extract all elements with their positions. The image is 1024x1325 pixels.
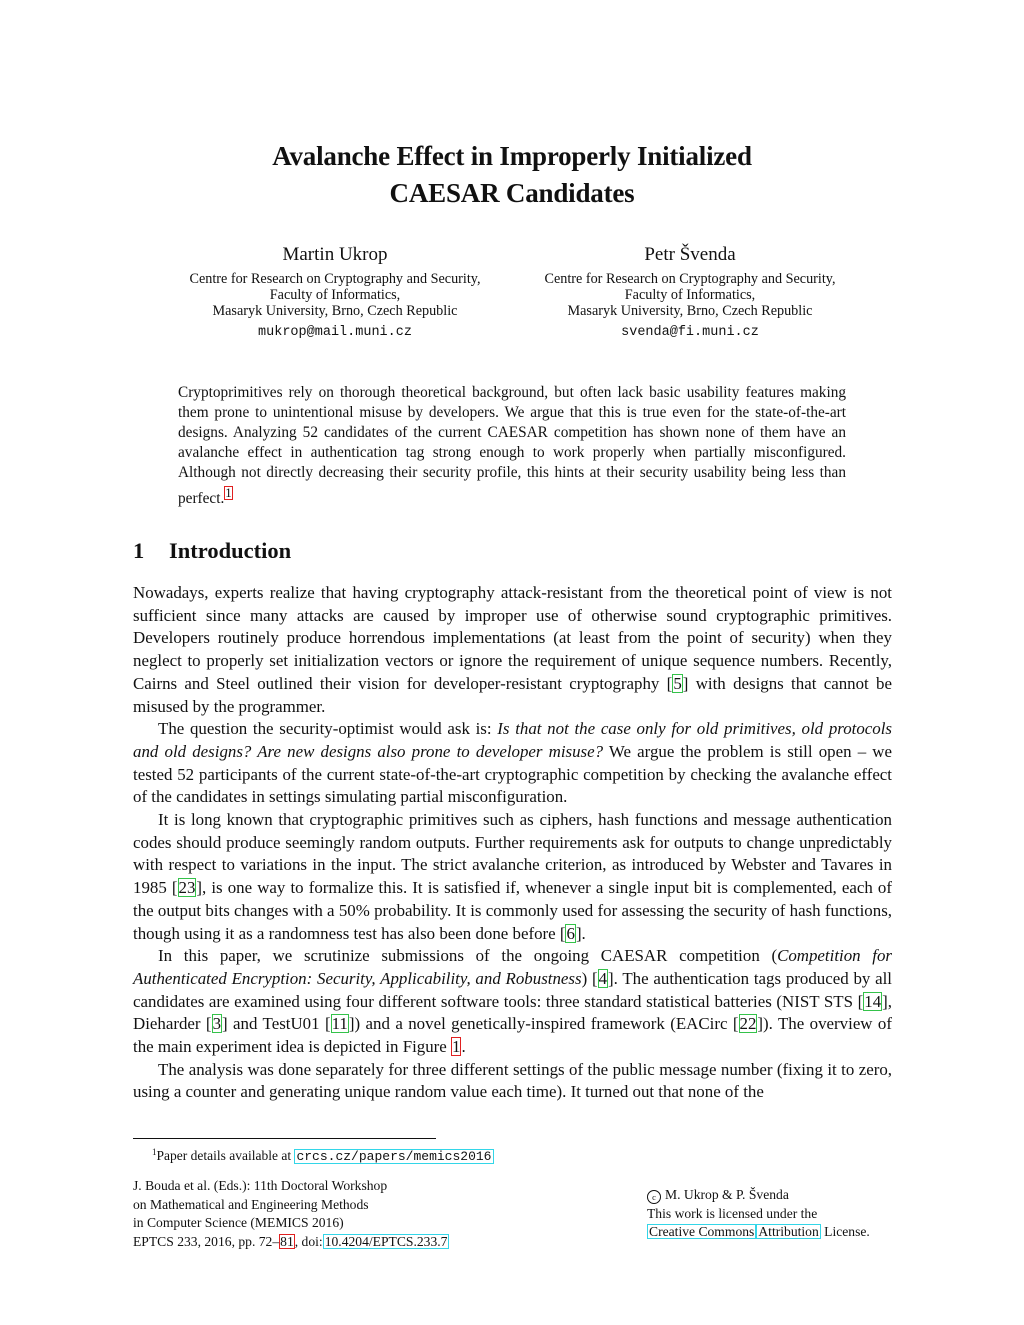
abstract-text [178,383,846,509]
title-line-2: CAESAR Candidates [389,178,635,208]
author-block-1 [165,242,505,340]
citation-link[interactable]: 14 [864,991,882,1011]
citation-link[interactable]: 3 [212,1014,222,1034]
footnote [152,1141,494,1168]
footnote-link[interactable]: 1 [225,486,232,500]
abstract [178,383,846,509]
author-email: svenda@fi.muni.cz [621,325,759,340]
creative-commons-link[interactable]: Creative Commons [649,1224,755,1239]
author-block-2 [520,242,860,340]
copyright-icon: c [647,1190,661,1204]
attribution-link[interactable]: Attribution [758,1224,819,1239]
publication-line: on Mathematical and Engineering Methods [133,1196,369,1212]
author-name: Petr Švenda [644,244,736,265]
abstract-body: Cryptoprimitives rely on thorough theoretical background, but often lack basic usability features making them prone to unintentional misuse by developers. We argue that this is true even for the state-of-the-art designs. Analyzing 52 candidates of the current CAESAR competition has shown none of them have an avalanche effect in authentication tag strong enough to work properly when partially misconfigured. Although not directly decreasing their security profile, this hints at their security usability being less than perfect. [178,384,846,508]
publication-text: EPTCS 233, 2016, pp. 72– [133,1233,280,1249]
citation-link[interactable]: 23 [178,878,196,898]
publication-line [133,1233,449,1252]
paragraph-text: . [461,1037,466,1057]
paragraph-text: ], is one way to formalize this. It is satisfied if, whenever a single input bit is complemented, each of the output bits changes with a 50% probability. It is commonly used for assessing the security of hash functions, though using it as a randomness test has also been done before [ [133,878,892,943]
citation-link[interactable]: 22 [739,1014,757,1034]
author-name: Martin Ukrop [282,244,388,265]
footnote-rule [133,1138,436,1139]
author-affiliation-line: Centre for Research on Cryptography and Security, [544,271,836,287]
citation-link[interactable]: 11 [331,1014,348,1034]
paragraph-text: It is long known that cryptographic primitives such as ciphers, hash functions and message authentication codes should produce seemingly random outputs. Further requirements ask for outputs to change unpredictably with respect to variations in the input. The strict avalanche criterion, as introduced by Webster and Tavares in 1985 [ [133,810,892,898]
license-text: License. [820,1224,870,1239]
citation-link[interactable]: 6 [566,923,575,943]
footnote-text: Paper details available at [156,1148,295,1163]
paragraph-text: Nowadays, experts realize that having cryptography attack-resistant from the theoretical point of view is not sufficient since many attacks are caused by improper use of otherwise sound cryptographic primitives. Developers routinely produce horrendous implementations (at least from the point of security) when they neglect to properly set initialization vectors or ignore the requirement of unique sequence numbers. Recently, Cairns and Steel outlined their vision for developer-resistant cryptography [ [133,583,892,693]
copyright-line [647,1186,870,1205]
figure-link[interactable]: 1 [452,1037,461,1057]
doi-link[interactable]: 10.4204/EPTCS.233.7 [324,1233,448,1249]
paragraph-text: ] and TestU01 [ [222,1014,331,1034]
paragraph [133,718,892,809]
author-email: mukrop@mail.muni.cz [258,325,412,340]
license-info [647,1186,870,1242]
emphasis-text: Is that not the case only for old primitives, old protocols and old designs? Are new designs also prone to developer misuse? [133,719,893,761]
author-affiliation-line: Faculty of Informatics, [624,287,756,303]
footnote-url-link[interactable]: crcs.cz/papers/memics2016 [296,1149,492,1164]
title-line-1: Avalanche Effect in Improperly Initialized [272,141,752,171]
paragraph [133,582,892,718]
paragraph-text: ]) and a novel genetically-inspired framework (EACirc [ [348,1014,739,1034]
paper-title [0,138,1024,212]
paragraph-text: ], Dieharder [ [133,991,892,1034]
paragraph-text: ]). The overview of the main experiment idea is depicted in Figure [133,1014,892,1057]
paragraph-text: We argue the problem is still open – we tested 52 participants of the current state-of-the-art cryptographic competition by checking the avalanche effect of the candidates in settings simulating partial misconfiguration. [133,741,892,807]
emphasis-text: Competition for Authenticated Encryption: Security, Applicability, and Robustness [133,946,892,988]
author-affiliation-line: Masaryk University, Brno, Czech Republic [212,303,458,319]
citation-link[interactable]: 4 [598,968,608,988]
license-line [647,1223,870,1242]
publication-info [133,1177,449,1251]
citation-link[interactable]: 5 [673,673,682,693]
paragraph-text: The question the security-optimist would ask is: [158,719,498,739]
section-body [133,582,892,1104]
paragraph-text: ) [ [581,968,598,988]
paragraph-text: The analysis was done separately for three different settings of the public message number (fixing it to zero, using a counter and generating unique random value each time). It turned out that none of the [133,1059,892,1102]
author-affiliation-line: Masaryk University, Brno, Czech Republic [567,303,813,319]
section-number: 1 [133,538,145,563]
paragraph [133,945,892,1059]
last-page-link[interactable]: 81 [280,1233,294,1249]
footnote-mark: 1 [152,1147,157,1157]
license-line: This work is licensed under the [647,1205,818,1221]
author-affiliation-line: Centre for Research on Cryptography and Security, [189,271,481,287]
section-heading [133,536,291,566]
publication-line: in Computer Science (MEMICS 2016) [133,1215,344,1230]
section-title: Introduction [169,538,292,563]
paragraph-text: ]. [575,923,586,943]
copyright-holders: M. Ukrop & P. Švenda [665,1187,789,1202]
publication-line: J. Bouda et al. (Eds.): 11th Doctoral Workshop [133,1178,388,1193]
publication-text: , doi: [294,1233,323,1249]
paragraph [133,1059,892,1104]
paragraph [133,809,892,945]
paragraph-text: ] with designs that cannot be misused by the programmer. [133,673,892,716]
paragraph-text: ]. The authentication tags produced by all candidates are examined using four different software tools: three standard statistical batteries (NIST STS [ [133,968,892,1011]
paragraph-text: In this paper, we scrutinize submissions of the ongoing CAESAR competition ( [158,946,778,966]
author-affiliation-line: Faculty of Informatics, [269,287,401,303]
